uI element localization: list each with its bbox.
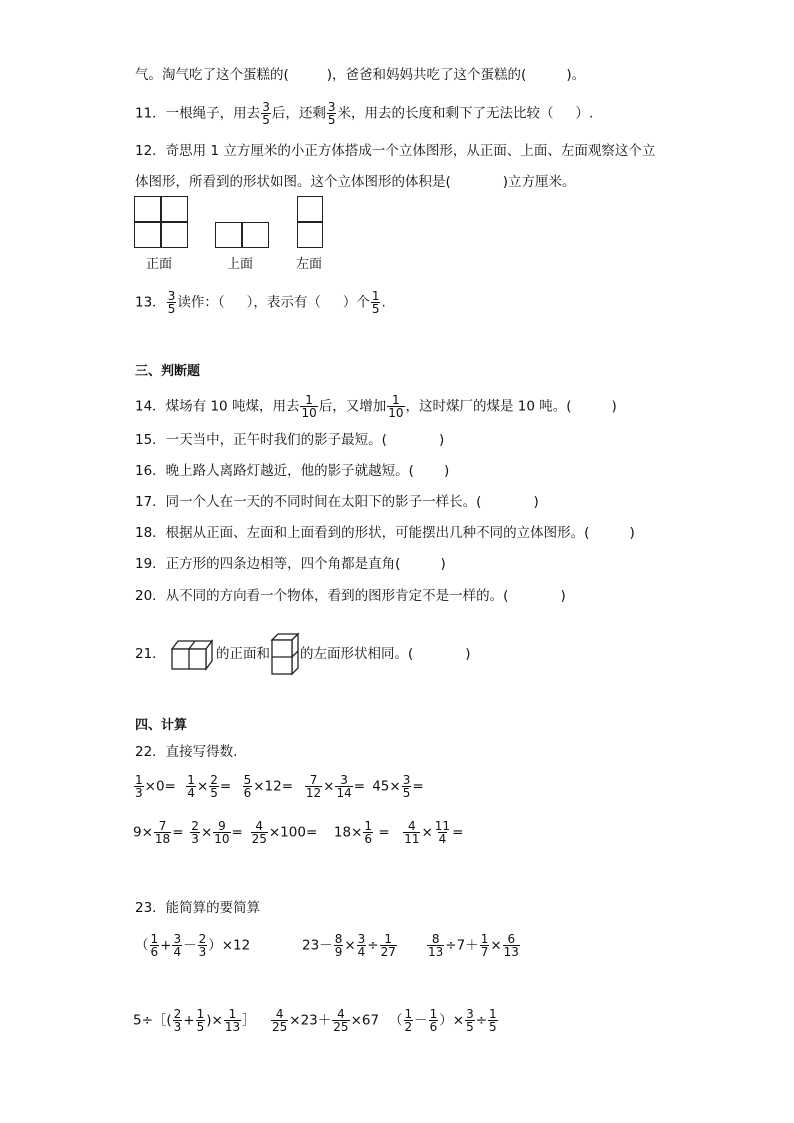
denominator: 5 bbox=[489, 1020, 497, 1034]
numerator: 2 bbox=[173, 1007, 182, 1021]
fraction bbox=[387, 394, 404, 419]
text-segment: 20．从不同的方向看一个物体，看到的图形肯定不是一样的。( bbox=[135, 588, 509, 604]
numerator: 2 bbox=[198, 932, 207, 946]
q23-expr-2 bbox=[302, 933, 398, 958]
denominator: 3 bbox=[198, 945, 207, 959]
text-segment: 15．一天当中，正午时我们的影子最短。( bbox=[135, 432, 387, 448]
denominator: 27 bbox=[380, 945, 396, 959]
denominator: 5 bbox=[167, 302, 176, 316]
denominator: 6 bbox=[243, 786, 252, 800]
fraction bbox=[251, 820, 268, 845]
text-segment: ］ bbox=[242, 1012, 256, 1029]
text-segment: = bbox=[353, 778, 366, 795]
question-12-line1: 12．奇思用 1 立方厘米的小正方体搭成一个立体图形，从正面、上面、左面观察这个立 bbox=[135, 143, 656, 159]
denominator: 4 bbox=[173, 945, 182, 959]
numerator: 5 bbox=[243, 773, 252, 787]
numerator: 4 bbox=[337, 1007, 345, 1021]
text-segment: )× bbox=[206, 1012, 223, 1029]
text-segment: ) bbox=[611, 398, 617, 415]
fraction bbox=[357, 933, 367, 958]
q22-item bbox=[372, 774, 423, 799]
question-11 bbox=[135, 101, 593, 126]
fraction bbox=[172, 933, 182, 958]
numerator: 1 bbox=[489, 1007, 497, 1021]
text-segment: × bbox=[200, 824, 213, 841]
text-segment: ×12= bbox=[253, 778, 294, 795]
text-segment: = bbox=[219, 778, 232, 795]
numerator: 1 bbox=[135, 773, 143, 787]
question-16 bbox=[135, 461, 449, 481]
text-segment: 5÷［( bbox=[133, 1012, 172, 1029]
numerator: 3 bbox=[466, 1007, 474, 1021]
denominator: 5 bbox=[196, 1020, 205, 1034]
text-segment: 19．正方形的四条边相等，四个角都是直角( bbox=[135, 556, 401, 572]
denominator: 25 bbox=[333, 1020, 349, 1034]
q22-row-1 bbox=[133, 774, 424, 799]
text-segment: = bbox=[172, 824, 184, 841]
text-segment: 17．同一个人在一天的不同时间在太阳下的影子一样长。( bbox=[135, 494, 482, 510]
q22-item bbox=[250, 820, 330, 845]
denominator: 14 bbox=[336, 786, 352, 800]
denominator: 2 bbox=[404, 1020, 413, 1034]
numerator: 4 bbox=[255, 819, 264, 833]
numerator: 3 bbox=[173, 932, 182, 946]
cube-stack-horizontal-icon bbox=[170, 637, 216, 671]
denominator: 10 bbox=[214, 832, 230, 846]
numerator: 7 bbox=[309, 773, 318, 787]
fraction bbox=[305, 774, 322, 799]
q22-item bbox=[242, 774, 300, 799]
question-21 bbox=[135, 632, 471, 676]
text-segment: 后，又增加 bbox=[318, 398, 387, 415]
denominator: 5 bbox=[262, 113, 270, 127]
fraction bbox=[480, 933, 490, 958]
denominator: 5 bbox=[402, 786, 411, 800]
text-segment: 体图形，所看到的形状如图。这个立体图形的体积是( bbox=[135, 174, 451, 190]
text-segment: ) bbox=[533, 494, 539, 510]
denominator: 3 bbox=[191, 832, 199, 846]
fraction bbox=[334, 933, 344, 958]
numerator: 3 bbox=[340, 773, 348, 787]
fraction bbox=[209, 774, 219, 799]
text-segment: ) bbox=[629, 525, 635, 541]
text-segment: × bbox=[421, 824, 433, 841]
fraction bbox=[403, 820, 420, 845]
numerator: 3 bbox=[402, 773, 411, 787]
question-12-line2 bbox=[135, 172, 576, 192]
left-view-diagram bbox=[297, 196, 323, 248]
fraction bbox=[261, 101, 271, 126]
denominator: 13 bbox=[428, 945, 444, 959]
q22-item bbox=[185, 774, 237, 799]
question-14 bbox=[135, 394, 617, 419]
text-segment: ) bbox=[465, 646, 471, 662]
fraction bbox=[503, 933, 520, 958]
text-segment: － bbox=[183, 937, 197, 954]
text-segment: 14．煤场有 10 吨煤，用去 bbox=[135, 398, 300, 415]
denominator: 4 bbox=[187, 786, 195, 800]
fraction bbox=[327, 101, 337, 126]
left-view-label: 左面 bbox=[296, 257, 323, 272]
text-segment: （ bbox=[135, 937, 149, 954]
fraction bbox=[332, 1008, 349, 1033]
fraction bbox=[300, 394, 317, 419]
fraction bbox=[427, 933, 444, 958]
denominator: 5 bbox=[210, 786, 218, 800]
text-segment: )立方厘米。 bbox=[502, 174, 576, 190]
front-view-label: 正面 bbox=[146, 257, 173, 272]
top-view-label: 上面 bbox=[227, 257, 254, 272]
text-segment: 18．根据从正面、左面和上面看到的形状，可能摆出几种不同的立体图形。( bbox=[135, 525, 590, 541]
text-segment: ）×12 bbox=[208, 937, 251, 954]
q22-item bbox=[133, 774, 181, 799]
denominator: 10 bbox=[388, 406, 404, 420]
fraction bbox=[190, 820, 200, 845]
fraction bbox=[224, 1008, 241, 1033]
numerator: 7 bbox=[158, 819, 167, 833]
q22-item bbox=[334, 820, 398, 845]
fraction bbox=[371, 290, 381, 315]
text-segment: ）× bbox=[439, 1012, 465, 1029]
denominator: 10 bbox=[301, 406, 317, 420]
denominator: 5 bbox=[327, 113, 336, 127]
text-segment: = bbox=[452, 824, 464, 841]
numerator: 3 bbox=[167, 289, 176, 303]
fraction bbox=[243, 774, 253, 799]
q23-expr-3 bbox=[426, 933, 521, 958]
section-3-heading: 三、判断题 bbox=[135, 364, 201, 379]
text-segment: 16．晚上路人离路灯越近，他的影子就越短。( bbox=[135, 463, 414, 479]
text-segment: 21． bbox=[135, 646, 166, 662]
q22-item bbox=[304, 774, 368, 799]
fraction bbox=[335, 774, 352, 799]
numerator: 4 bbox=[408, 819, 416, 833]
denominator: 25 bbox=[251, 832, 267, 846]
text-segment: = bbox=[374, 824, 390, 841]
text-segment: = bbox=[412, 778, 424, 795]
text-segment: 45× bbox=[372, 778, 401, 795]
numerator: 4 bbox=[275, 1007, 284, 1021]
text-segment: + bbox=[183, 1012, 195, 1029]
numerator: 1 bbox=[384, 932, 393, 946]
denominator: 13 bbox=[224, 1020, 241, 1034]
text-segment: ÷ bbox=[475, 1012, 488, 1029]
text-segment: 18× bbox=[333, 824, 363, 841]
text-segment: × bbox=[344, 937, 356, 954]
text-segment: 的左面形状相同。( bbox=[299, 646, 414, 662]
numerator: 11 bbox=[434, 819, 451, 833]
numerator: 6 bbox=[507, 932, 516, 946]
numerator: 1 bbox=[364, 819, 373, 833]
denominator: 4 bbox=[357, 945, 366, 959]
text-segment: ），表示有（ bbox=[246, 294, 321, 311]
q23-expr-5 bbox=[270, 1008, 379, 1033]
fraction bbox=[167, 290, 177, 315]
question-17 bbox=[135, 492, 539, 512]
numerator: 1 bbox=[150, 932, 159, 946]
q23-expr-4 bbox=[133, 1008, 256, 1033]
fraction bbox=[271, 1008, 288, 1033]
numerator: 1 bbox=[228, 1007, 237, 1021]
fraction bbox=[402, 774, 412, 799]
fraction bbox=[380, 933, 397, 958]
text-segment: ) bbox=[440, 556, 446, 572]
text-segment: + bbox=[160, 937, 172, 954]
numerator: 1 bbox=[480, 932, 489, 946]
cube-stack-vertical-icon bbox=[270, 632, 300, 676]
denominator: 25 bbox=[272, 1020, 288, 1034]
text-segment: )。 bbox=[566, 67, 586, 83]
numerator: 2 bbox=[210, 773, 218, 787]
text-segment: － bbox=[414, 1012, 428, 1029]
q10-continuation bbox=[135, 65, 585, 85]
text-segment: ÷ bbox=[367, 937, 379, 954]
text-segment: 9× bbox=[133, 824, 153, 841]
fraction bbox=[186, 774, 196, 799]
section-4-heading: 四、计算 bbox=[135, 718, 188, 733]
text-segment: = bbox=[231, 824, 243, 841]
text-segment: ) bbox=[443, 463, 450, 479]
numerator: 1 bbox=[196, 1007, 205, 1021]
text-segment: . bbox=[381, 294, 386, 311]
text-segment: ×23＋ bbox=[289, 1012, 332, 1029]
numerator: 2 bbox=[191, 819, 199, 833]
denominator: 6 bbox=[364, 832, 373, 846]
text-segment: 23－ bbox=[302, 937, 333, 954]
question-18 bbox=[135, 523, 635, 543]
denominator: 11 bbox=[404, 832, 420, 846]
denominator: 3 bbox=[135, 786, 143, 800]
q22-item bbox=[133, 820, 185, 845]
text-segment: ) bbox=[560, 588, 566, 604]
text-segment: × bbox=[490, 937, 502, 954]
question-19 bbox=[135, 554, 446, 574]
numerator: 1 bbox=[404, 1007, 413, 1021]
denominator: 7 bbox=[480, 945, 489, 959]
numerator: 8 bbox=[431, 932, 440, 946]
denominator: 5 bbox=[371, 302, 380, 316]
text-segment: ) bbox=[438, 432, 445, 448]
fraction bbox=[150, 933, 160, 958]
q23-expr-1 bbox=[135, 933, 250, 958]
top-view-diagram bbox=[215, 222, 269, 248]
text-segment: ×0= bbox=[144, 778, 176, 795]
text-segment: 读作：（ bbox=[177, 294, 225, 311]
fraction bbox=[488, 1008, 498, 1033]
denominator: 13 bbox=[503, 945, 519, 959]
text-segment: ）个 bbox=[342, 294, 370, 311]
denominator: 12 bbox=[305, 786, 322, 800]
fraction bbox=[173, 1008, 183, 1033]
text-segment: 后，还剩 bbox=[271, 105, 326, 122]
text-segment: 13． bbox=[135, 294, 166, 311]
denominator: 18 bbox=[154, 832, 171, 846]
text-segment: ×100= bbox=[268, 824, 318, 841]
q22-item bbox=[189, 820, 245, 845]
numerator: 1 bbox=[371, 289, 380, 303]
fraction bbox=[213, 820, 230, 845]
question-15 bbox=[135, 430, 444, 450]
text-segment: × bbox=[323, 778, 335, 795]
text-segment: × bbox=[196, 778, 209, 795]
numerator: 8 bbox=[334, 932, 343, 946]
denominator: 3 bbox=[173, 1020, 182, 1034]
denominator: 4 bbox=[438, 832, 447, 846]
fraction bbox=[465, 1008, 475, 1033]
question-20 bbox=[135, 586, 566, 606]
text-segment: ×67 bbox=[350, 1012, 380, 1029]
numerator: 1 bbox=[187, 773, 195, 787]
numerator: 1 bbox=[392, 393, 400, 407]
fraction bbox=[429, 1008, 439, 1033]
numerator: 3 bbox=[262, 100, 270, 114]
q22-row-2 bbox=[133, 820, 463, 845]
text-segment: ，这时煤厂的煤是 10 吨。( bbox=[405, 398, 572, 415]
text-segment: ÷7＋ bbox=[445, 937, 479, 954]
fraction bbox=[363, 820, 373, 845]
denominator: 6 bbox=[429, 1020, 438, 1034]
front-view-diagram bbox=[134, 196, 188, 248]
denominator: 6 bbox=[150, 945, 159, 959]
text-segment: 的正面和 bbox=[215, 646, 270, 662]
text-segment: 11．一根绳子，用去 bbox=[135, 105, 261, 122]
numerator: 3 bbox=[327, 100, 336, 114]
q23-expr-6 bbox=[389, 1008, 499, 1033]
question-23-title: 23．能简算的要简算 bbox=[135, 900, 261, 916]
text-segment: )，爸爸和妈妈共吃了这个蛋糕的( bbox=[326, 67, 527, 83]
fraction bbox=[154, 820, 171, 845]
fraction bbox=[404, 1008, 414, 1033]
question-22-title: 22．直接写得数. bbox=[135, 744, 238, 760]
fraction bbox=[134, 774, 144, 799]
text-segment: 米，用去的长度和剩下了无法比较（ bbox=[337, 105, 554, 122]
text-segment: （ bbox=[389, 1012, 403, 1029]
numerator: 1 bbox=[429, 1007, 438, 1021]
q22-item bbox=[402, 820, 463, 845]
text-segment: 气。淘气吃了这个蛋糕的( bbox=[135, 67, 289, 83]
numerator: 1 bbox=[305, 393, 313, 407]
fraction bbox=[196, 1008, 206, 1033]
fraction bbox=[198, 933, 208, 958]
numerator: 3 bbox=[357, 932, 366, 946]
denominator: 9 bbox=[334, 945, 343, 959]
numerator: 9 bbox=[218, 819, 226, 833]
fraction bbox=[434, 820, 451, 845]
text-segment: ）. bbox=[575, 105, 594, 122]
denominator: 5 bbox=[466, 1020, 474, 1034]
question-13 bbox=[135, 290, 386, 315]
